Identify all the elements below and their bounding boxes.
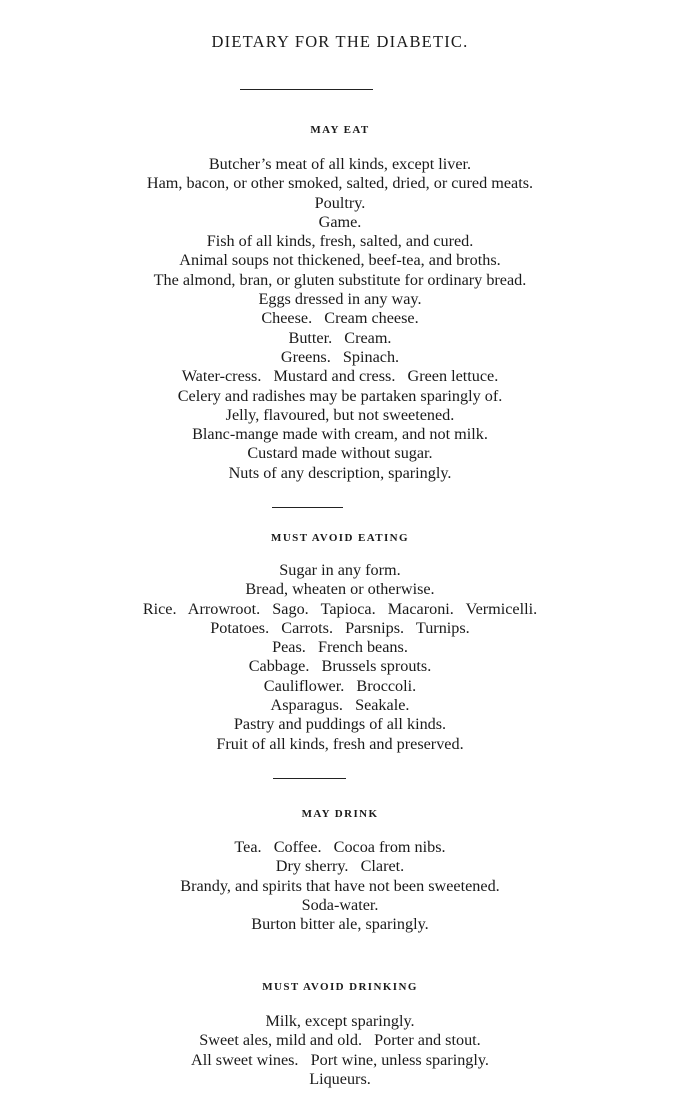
- list-item: Butcher’s meat of all kinds, except liver.: [208, 155, 472, 173]
- list-item: Butter. Cream.: [288, 328, 392, 347]
- list-item: Fish of all kinds, fresh, salted, and cured.: [206, 232, 474, 251]
- title-divider: [240, 89, 373, 90]
- list-item: Pastry and puddings of all kinds.: [233, 715, 447, 734]
- list-item: Cheese. Cream cheese.: [261, 309, 419, 328]
- may-eat-list: [0, 155, 680, 483]
- list-item: Poultry.: [314, 193, 366, 212]
- list-item: All sweet wines. Port wine, unless sparingly.: [191, 1050, 489, 1069]
- list-item: Sugar in any form.: [279, 561, 401, 579]
- list-item: Bread, wheaten or otherwise.: [245, 580, 435, 599]
- list-item: Milk, except sparingly.: [265, 1012, 415, 1030]
- section-divider: [273, 778, 346, 779]
- list-item: Asparagus. Seakale.: [270, 696, 410, 715]
- list-item: Rice. Arrowroot. Sago. Tapioca. Macaroni. Vermicelli.: [142, 599, 538, 618]
- must-avoid-eating-list: [0, 561, 680, 754]
- list-item: Potatoes. Carrots. Parsnips. Turnips.: [210, 618, 470, 637]
- list-item: Fruit of all kinds, fresh and preserved.: [216, 734, 464, 753]
- list-item: Brandy, and spirits that have not been sweetened.: [180, 876, 500, 895]
- list-item: Liqueurs.: [309, 1069, 371, 1088]
- list-item: Custard made without sugar.: [247, 444, 433, 463]
- list-item: Greens. Spinach.: [280, 347, 400, 366]
- list-item: The almond, bran, or gluten substitute for ordinary bread.: [153, 270, 527, 289]
- list-item: Game.: [318, 212, 362, 231]
- list-item: Nuts of any description, sparingly.: [228, 463, 452, 482]
- section-heading-must-avoid-eating: MUST AVOID EATING: [271, 532, 409, 544]
- list-item: Cauliflower. Broccoli.: [263, 676, 417, 695]
- section-heading-may-drink: MAY DRINK: [301, 808, 379, 820]
- list-item: Sweet ales, mild and old. Porter and stout.: [199, 1031, 481, 1050]
- section-heading-must-avoid-drinking: MUST AVOID DRINKING: [262, 981, 418, 993]
- list-item: Celery and radishes may be partaken sparingly of.: [177, 386, 503, 405]
- list-item: Peas. French beans.: [272, 638, 408, 657]
- list-item: Burton bitter ale, sparingly.: [251, 915, 429, 934]
- list-item: Soda-water.: [301, 895, 379, 914]
- must-avoid-drinking-list: [0, 1012, 680, 1089]
- list-item: Jelly, flavoured, but not sweetened.: [225, 405, 455, 424]
- list-item: Water-cress. Mustard and cress. Green lettuce.: [181, 367, 499, 386]
- list-item: Blanc-mange made with cream, and not milk.: [192, 425, 488, 444]
- list-item: Ham, bacon, or other smoked, salted, dried, or cured meats.: [146, 174, 534, 193]
- section-heading-may-eat: MAY EAT: [310, 124, 370, 136]
- section-divider: [272, 507, 343, 508]
- list-item: Eggs dressed in any way.: [258, 290, 422, 309]
- may-drink-list: [0, 838, 680, 934]
- list-item: Animal soups not thickened, beef-tea, and broths.: [179, 251, 501, 270]
- list-item: Tea. Coffee. Cocoa from nibs.: [234, 838, 446, 856]
- list-item: Cabbage. Brussels sprouts.: [248, 657, 432, 676]
- page-title: DIETARY FOR THE DIABETIC.: [211, 32, 469, 51]
- list-item: Dry sherry. Claret.: [275, 857, 405, 876]
